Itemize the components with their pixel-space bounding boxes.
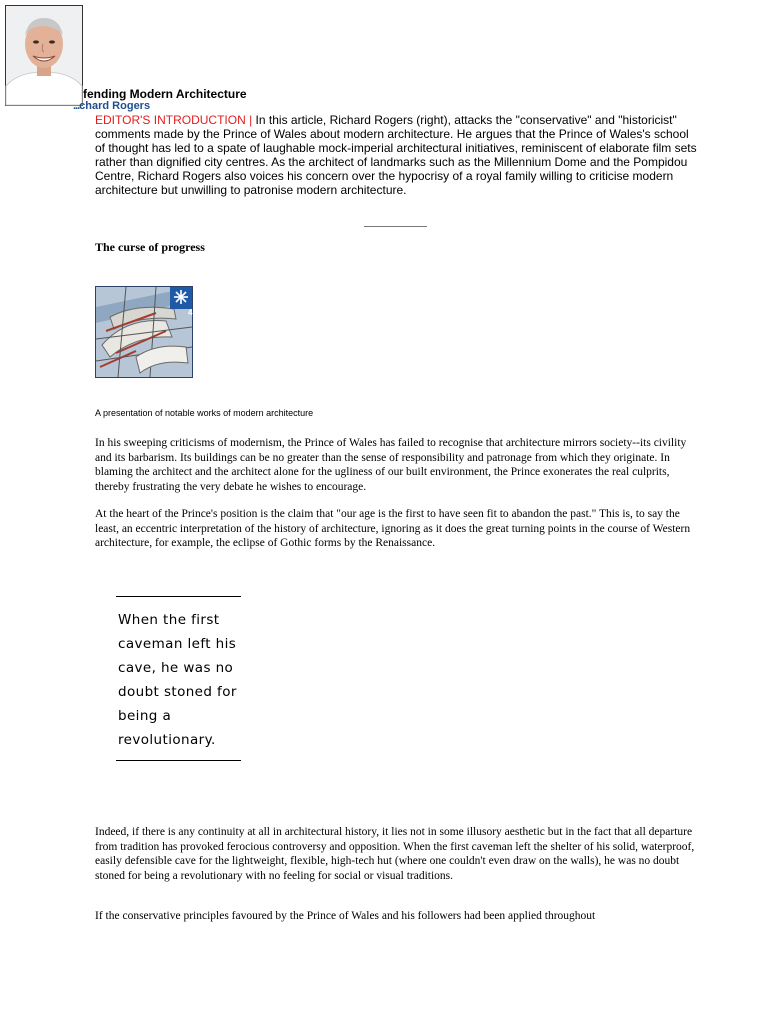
badge-number: 4 bbox=[188, 308, 193, 317]
editors-introduction bbox=[95, 113, 700, 197]
body-paragraph: At the heart of the Prince's position is the claim that "our age is the first to have seen fit to abandon the past." This is, to say the least, an eccentric interpretation of the history of architecture, ignoring as it does the great turning points in the course of Western architecture, for example, the eclipse of Gothic forms by the Renaissance. bbox=[95, 508, 691, 549]
author-byline bbox=[73, 100, 150, 112]
pullquote-rule-top bbox=[116, 596, 241, 597]
body-paragraph: If the conservative principles favoured by the Prince of Wales and his followers had been applied throughout bbox=[95, 910, 596, 922]
body-paragraph: In his sweeping criticisms of modernism, the Prince of Wales has failed to recognise that architecture mirrors society--its civility and its barbarism. Its buildings can be no greater than the sense of responsibility and patronage from which they originate. In blaming the architect and the architect alone for the ugliness of our built environment, the Prince exonerates the real culprits, thereby frustrating the very debate he wishes to encourage. bbox=[95, 437, 687, 493]
section-heading: The curse of progress bbox=[95, 240, 205, 254]
author-photo bbox=[5, 5, 83, 106]
body-paragraph: Indeed, if there is any continuity at all in architectural history, it lies not in some illusory aesthetic but in the fact that all departure from tradition has provoked ferocious controversy and opposition. When the first caveman left the shelter of his solid, waterproof, easily defensible cave for the lightweight, flexible, high-tech hut (where one couldn't even draw on the walls), he was no doubt stoned for being a revolutionary with no feeling for social or visual traditions. bbox=[95, 826, 695, 882]
section-divider bbox=[364, 226, 427, 227]
intro-label: EDITOR'S INTRODUCTION | bbox=[95, 113, 253, 127]
pullquote: When the first caveman left his cave, he was no doubt stoned for being a revolutionary. bbox=[118, 612, 237, 748]
image-caption: A presentation of notable works of modern architecture bbox=[95, 408, 314, 418]
byline-prefix: ... bbox=[73, 100, 80, 112]
pullquote-rule-bottom bbox=[116, 760, 241, 761]
intro-text: In this article, Richard Rogers (right), attacks the "conservative" and "historicist" comments made by the Prince of Wales about modern architecture. He argues that the Prince of Wales's school of thought has led to a spate of laughable mock-imperial architectural initiatives, reminiscent of elaborate film sets rather than dignified city centres. As the architect of landmarks such as the Millennium Dome and the Pompidou Centre, Richard Rogers also voices his concern over the hypocrisy of a royal family willing to criticise modern architecture but unwilling to patronise modern architecture. bbox=[95, 113, 697, 197]
author-name: chard Rogers bbox=[79, 100, 151, 112]
architecture-thumbnail[interactable] bbox=[95, 286, 193, 378]
article-title: fending Modern Architecture bbox=[83, 87, 247, 101]
